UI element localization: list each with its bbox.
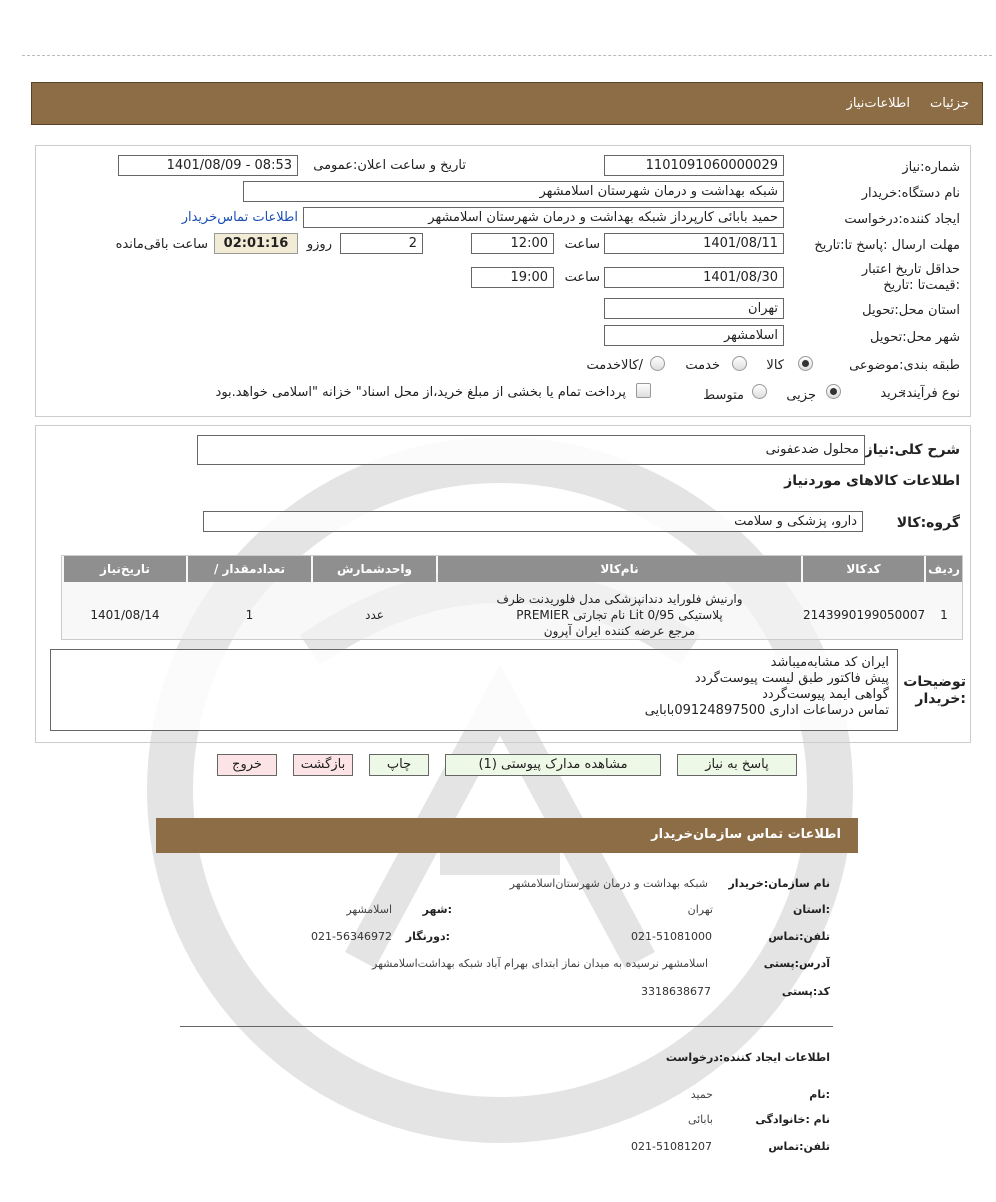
remaining-label: ساعت باقی‌مانده <box>115 237 208 252</box>
group-field: دارو، پزشکی و سلامت <box>203 511 863 532</box>
buyer-org-field: شبکه بهداشت و درمان شهرستان اسلامشهر <box>243 181 784 202</box>
goods-info-title: اطلاعات کالاهای موردنیاز <box>784 473 960 489</box>
summary-label: شرح کلی:نیاز <box>864 442 960 458</box>
need-number-field: 1101091060000029 <box>604 155 784 176</box>
contact-city: اسلامشهر <box>346 903 392 916</box>
summary-field: محلول ضدعفونی <box>197 435 865 465</box>
note-line-3: گواهی ایمد پیوست‌گردد <box>762 687 889 702</box>
cell-unit: عدد <box>365 608 384 622</box>
process-type-label: نوع فرآیند: <box>902 386 960 401</box>
deadline-time-field: 12:00 <box>471 233 554 254</box>
cell-name-line-3: مرجع عرضه کننده ایران آپرون <box>543 624 696 638</box>
group-label: گروه:کالا <box>896 515 960 531</box>
attachments-button[interactable]: مشاهده مدارک پیوستی (1) <box>445 754 661 776</box>
province-label: استان محل:تحویل <box>862 303 960 318</box>
cell-name <box>438 591 801 639</box>
treasury-payment-note: پرداخت تمام یا بخشی از مبلغ خرید،از محل اسناد" خزانه "اسلامی خواهد.بود <box>215 385 626 400</box>
creator-last-name: بابائی <box>687 1113 713 1126</box>
cell-name-line-1: وارنیش فلوراید دندانپزشکی مدل فلوریدنت ظرف <box>496 592 743 606</box>
contact-address-label: آدرس:پستی <box>763 957 830 970</box>
days-label: روزو <box>306 237 332 252</box>
back-button[interactable]: بازگشت <box>293 754 353 776</box>
contact-divider <box>180 1026 833 1027</box>
need-number-label: شماره:نیاز <box>902 160 960 175</box>
buyer-org-label: نام دستگاه:خریدار <box>861 186 960 201</box>
contact-phone-label: تلفن:تماس <box>768 930 830 943</box>
creator-first-name: حمید <box>690 1088 713 1101</box>
note-line-1: ایران کد مشابه‌میباشد <box>770 655 889 670</box>
note-line-2: پیش فاکتور طبق لیست پیوست‌گردد <box>694 671 889 686</box>
creator-section-title: اطلاعات ایجاد کننده:درخواست <box>665 1051 830 1064</box>
buyer-contact-link[interactable]: اطلاعات تماس‌خریدار <box>181 210 298 225</box>
header-name: نام‌کالا <box>438 556 801 582</box>
header-unit: واحدشمارش <box>313 556 436 582</box>
cell-row-number: 1 <box>940 608 948 622</box>
process-buy-label: خرید <box>880 386 906 401</box>
contact-fax: 021-56346972 <box>311 930 392 943</box>
tab-need-info[interactable]: اطلاعات‌نیاز <box>846 96 910 111</box>
province-field: تهران <box>604 298 784 319</box>
cell-code: 2143990199050007 <box>803 608 926 622</box>
category-service-radio[interactable] <box>732 356 747 371</box>
city-label: شهر محل:تحویل <box>870 330 960 345</box>
contact-fax-label: :دورنگار <box>405 930 450 943</box>
validity-time-field: 19:00 <box>471 267 554 288</box>
header-date: تاریخ‌نیاز <box>64 556 186 582</box>
note-line-4: تماس درساعات اداری 09124897500بابایی <box>644 703 889 718</box>
contact-title: اطلاعات تماس سازمان‌خریدار <box>651 827 841 842</box>
announce-label: تاریخ و ساعت اعلان:عمومی <box>313 158 466 173</box>
contact-city-label: :شهر <box>422 903 452 916</box>
print-button[interactable]: چاپ <box>369 754 429 776</box>
creator-field: حمید بابائی کارپرداز شبکه بهداشت و درمان شهرستان اسلامشهر <box>303 207 784 228</box>
validity-label: حداقل تاریخ اعتبار :قیمت‌تا :تاریخ <box>861 262 960 293</box>
tab-details[interactable]: جزئیات <box>930 96 969 111</box>
creator-label: ایجاد کننده:درخواست <box>844 212 960 227</box>
category-goods-label: کالا <box>766 358 784 373</box>
category-goods-service-radio[interactable] <box>650 356 665 371</box>
creator-first-name-label: :نام <box>809 1088 830 1101</box>
city-field: اسلامشهر <box>604 325 784 346</box>
process-medium-radio[interactable] <box>752 384 767 399</box>
header-qty: / تعدادمقدار <box>188 556 311 582</box>
cell-name-line-2: پلاستیکی 0/95 Lit نام تجارتی PREMIER <box>516 608 723 622</box>
cell-date: 1401/08/14 <box>90 608 160 622</box>
exit-button[interactable]: خروج <box>217 754 277 776</box>
buyer-notes-label: توضیحات :خریدار <box>903 674 966 707</box>
header-code: کدکالا <box>803 556 924 582</box>
items-table <box>61 555 963 640</box>
contact-address: اسلامشهر نرسیده به میدان نماز ابتدای بهرام آباد شبکه بهداشت‌اسلامشهر <box>372 957 708 970</box>
cell-qty: 1 <box>245 608 254 622</box>
contact-header-bar <box>156 818 858 853</box>
deadline-time-label: ساعت <box>564 237 600 252</box>
treasury-payment-checkbox[interactable] <box>636 383 651 398</box>
category-goods-service-label: /کالاخدمت <box>586 358 643 373</box>
reply-button[interactable]: پاسخ به نیاز <box>677 754 797 776</box>
category-goods-radio[interactable] <box>798 356 813 371</box>
deadline-label: مهلت ارسال :پاسخ تا:تاریخ <box>814 238 960 253</box>
process-medium-label: متوسط <box>703 388 744 403</box>
creator-last-name-label: نام :خانوادگی <box>755 1113 830 1126</box>
days-field: 2 <box>340 233 423 254</box>
deadline-date-field: 1401/08/11 <box>604 233 784 254</box>
creator-phone: 021-51081207 <box>631 1140 712 1153</box>
category-label: طبقه بندی:موضوعی <box>849 358 960 373</box>
buyer-notes-box <box>50 649 898 731</box>
contact-province: تهران <box>687 903 713 916</box>
process-partial-radio[interactable] <box>826 384 841 399</box>
announce-date-field: 1401/08/09 - 08:53 <box>118 155 298 176</box>
contact-postal-label: کد:پستی <box>781 985 830 998</box>
category-service-label: خدمت <box>685 358 720 373</box>
contact-postal: 3318638677 <box>641 985 711 998</box>
validity-date-field: 1401/08/30 <box>604 267 784 288</box>
contact-province-label: :استان <box>793 903 830 916</box>
contact-org: شبکه بهداشت و درمان شهرستان‌اسلامشهر <box>509 877 708 890</box>
contact-phone: 021-51081000 <box>631 930 712 943</box>
remaining-timer: 02:01:16 <box>214 233 298 254</box>
contact-org-label: نام سازمان:خریدار <box>728 877 830 890</box>
header-row-number: ردیف <box>926 556 962 582</box>
top-divider <box>22 55 992 56</box>
validity-time-label: ساعت <box>564 270 600 285</box>
header-bar <box>31 82 983 125</box>
creator-phone-label: تلفن:تماس <box>768 1140 830 1153</box>
process-partial-label: جزیی <box>786 388 816 403</box>
